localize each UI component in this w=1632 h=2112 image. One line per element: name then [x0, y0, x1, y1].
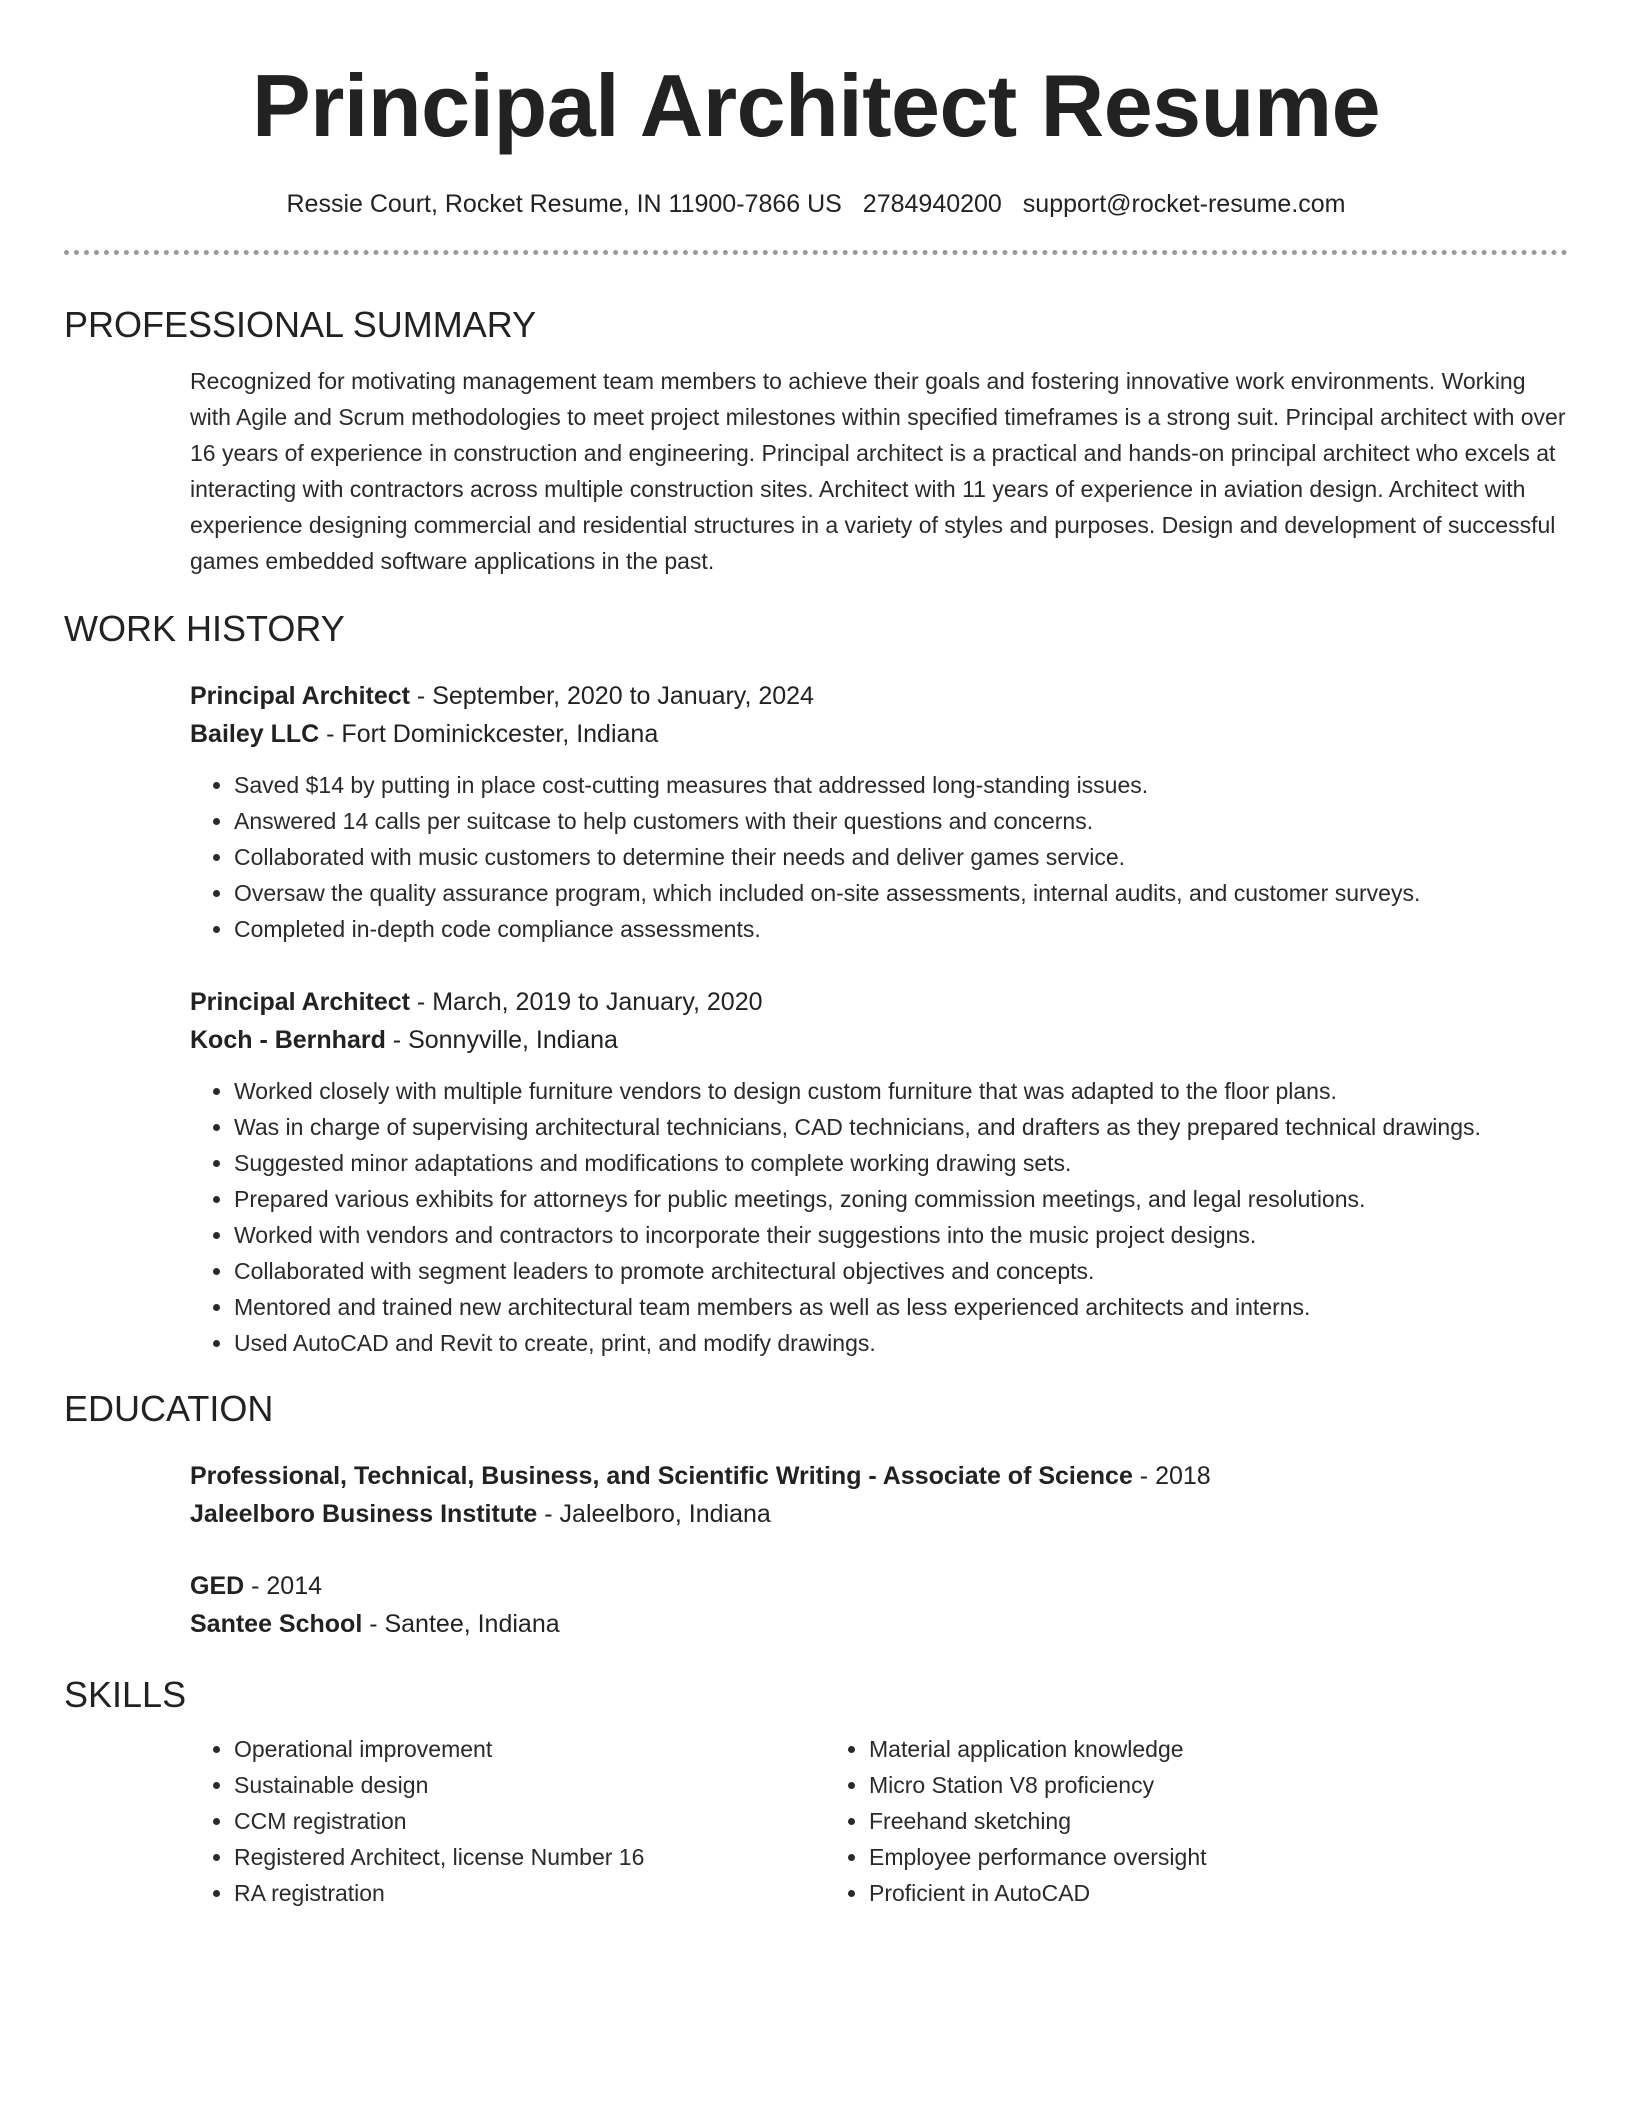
job-title-line — [190, 677, 1568, 715]
contact-address: Ressie Court, Rocket Resume, IN 11900-7866 US — [286, 190, 842, 218]
job-entry — [190, 677, 1568, 947]
summary-section — [64, 303, 1568, 579]
header-divider — [64, 250, 1568, 255]
skills-column-left — [190, 1731, 825, 1911]
degree-name: GED — [190, 1572, 245, 1600]
job-location: - Fort Dominickcester, Indiana — [319, 720, 659, 748]
degree-year: - 2018 — [1132, 1462, 1211, 1490]
degree-line — [190, 1457, 1568, 1495]
contact-line — [64, 188, 1568, 220]
degree-year: - 2014 — [244, 1572, 323, 1600]
education-section — [64, 1387, 1568, 1643]
job-dates: - March, 2019 to January, 2020 — [409, 988, 763, 1016]
degree-line — [190, 1567, 1568, 1605]
list-item: • Saved $14 by putting in place cost-cutting measures that addressed long-standing issues. — [234, 767, 1568, 803]
job-entry — [190, 983, 1568, 1361]
page-title: Principal Architect Resume — [251, 56, 1381, 155]
list-item: • Completed in-depth code compliance assessments. — [234, 911, 1568, 947]
list-item: • Collaborated with segment leaders to promote architectural objectives and concepts. — [234, 1253, 1568, 1289]
job-bullets — [190, 1073, 1568, 1361]
summary-heading: PROFESSIONAL SUMMARY — [64, 304, 537, 345]
list-item: • Worked closely with multiple furniture vendors to design custom furniture that was adapted to the floor plans. — [234, 1073, 1568, 1109]
list-item: • Mentored and trained new architectural team members as well as less experienced architects and interns. — [234, 1289, 1568, 1325]
list-item: • Worked with vendors and contractors to incorporate their suggestions into the music project designs. — [234, 1217, 1568, 1253]
work-history-heading: WORK HISTORY — [64, 608, 345, 649]
skill-item: • Micro Station V8 proficiency — [869, 1767, 1460, 1803]
skill-item: • Proficient in AutoCAD — [869, 1875, 1460, 1911]
job-bullets — [190, 767, 1568, 947]
job-dates: - September, 2020 to January, 2024 — [409, 682, 814, 710]
skill-item: • Material application knowledge — [869, 1731, 1460, 1767]
skill-item: • Operational improvement — [234, 1731, 825, 1767]
job-company: Bailey LLC — [190, 720, 320, 748]
summary-text: Recognized for motivating management team members to achieve their goals and fostering innovative work environments. Working with Agile and Scrum methodologies to meet project milestones within specified timeframes is a strong suit. Principal architect with over 16 years of experience in construction and engineering. Principal architect is a practical and hands-on principal architect who excels at interacting with contractors across multiple construction sites. Architect with 11 years of experience in aviation design. Architect with experience designing commercial and residential structures in a variety of styles and purposes. Design and development of successful games embedded software applications in the past. — [190, 368, 1566, 574]
skill-item: • CCM registration — [234, 1803, 825, 1839]
job-location: - Sonnyville, Indiana — [385, 1026, 618, 1054]
school-line — [190, 1605, 1568, 1643]
education-entry — [190, 1457, 1568, 1533]
resume-header — [64, 0, 1568, 255]
list-item: • Oversaw the quality assurance program, which included on-site assessments, internal audits, and customer surveys. — [234, 875, 1568, 911]
skill-item: • Freehand sketching — [869, 1803, 1460, 1839]
work-history-section — [64, 607, 1568, 1361]
contact-phone: 2784940200 — [862, 190, 1002, 218]
job-role: Principal Architect — [190, 988, 410, 1016]
job-company-line — [190, 1021, 1568, 1059]
job-title-line — [190, 983, 1568, 1021]
list-item: • Prepared various exhibits for attorneys for public meetings, zoning commission meetings, and legal resolutions. — [234, 1181, 1568, 1217]
list-item: • Collaborated with music customers to determine their needs and deliver games service. — [234, 839, 1568, 875]
skills-section — [64, 1673, 1568, 1911]
skill-item: • Employee performance oversight — [869, 1839, 1460, 1875]
list-item: • Was in charge of supervising architectural technicians, CAD technicians, and drafters as they prepared technical drawings. — [234, 1109, 1568, 1145]
skills-column-right — [825, 1731, 1460, 1911]
skills-grid — [190, 1731, 1568, 1911]
skill-item: • RA registration — [234, 1875, 825, 1911]
skill-item: • Registered Architect, license Number 16 — [234, 1839, 825, 1875]
list-item: • Answered 14 calls per suitcase to help customers with their questions and concerns. — [234, 803, 1568, 839]
school-name: Jaleelboro Business Institute — [190, 1500, 538, 1528]
job-company: Koch - Bernhard — [190, 1026, 386, 1054]
school-line — [190, 1495, 1568, 1533]
school-location: - Santee, Indiana — [362, 1610, 560, 1638]
education-entry — [190, 1567, 1568, 1643]
school-name: Santee School — [190, 1610, 363, 1638]
skills-heading: SKILLS — [64, 1674, 187, 1715]
job-company-line — [190, 715, 1568, 753]
job-role: Principal Architect — [190, 682, 410, 710]
skill-item: • Sustainable design — [234, 1767, 825, 1803]
education-heading: EDUCATION — [64, 1388, 274, 1429]
list-item: • Suggested minor adaptations and modifications to complete working drawing sets. — [234, 1145, 1568, 1181]
school-location: - Jaleelboro, Indiana — [537, 1500, 771, 1528]
degree-name: Professional, Technical, Business, and Scientific Writing - Associate of Science — [190, 1462, 1133, 1490]
list-item: • Used AutoCAD and Revit to create, print, and modify drawings. — [234, 1325, 1568, 1361]
contact-email: support@rocket-resume.com — [1022, 190, 1346, 218]
